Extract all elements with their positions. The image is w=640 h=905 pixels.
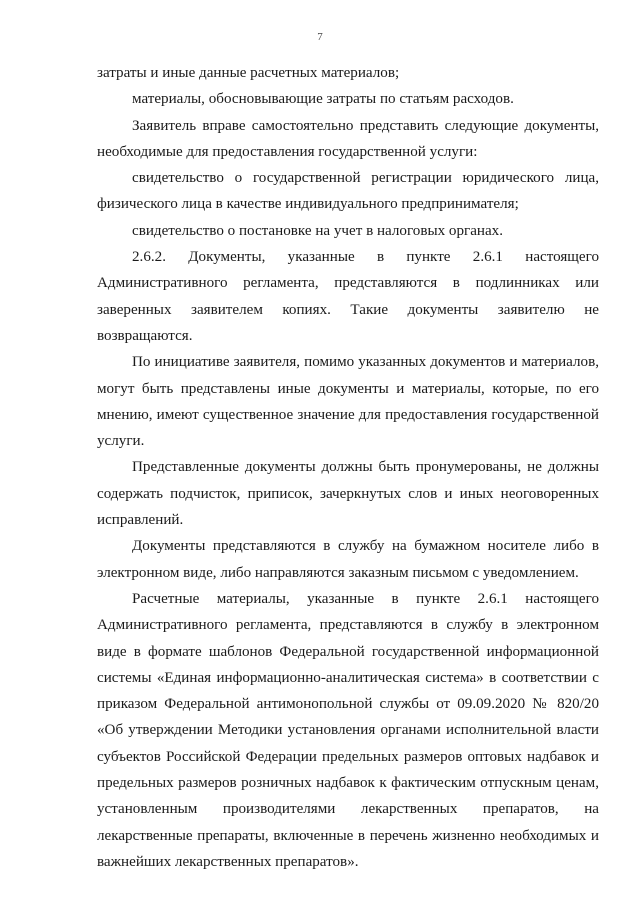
document-body bbox=[97, 60, 599, 875]
paragraph: Расчетные материалы, указанные в пункте 2.6.1 настоящего Административного регламента, представляются в службу в электронном виде в формате шаблонов Федеральной государственной информационной системы «Единая информационно-аналитическая система» в соответствии с приказом Федеральной антимонопольной службы от 09.09.2020 № 820/20 «Об утверждении Методики установления органами исполнительной власти субъектов Российской Федерации предельных размеров оптовых надбавок и предельных размеров розничных надбавок к фактическим отпускным ценам, установленным производителями лекарственных препаратов, на лекарственные препараты, включенные в перечень жизненно необходимых и важнейших лекарственных препаратов». bbox=[97, 590, 599, 870]
paragraph: Заявитель вправе самостоятельно представить следующие документы, необходимые для предоставления государственной услуги: bbox=[97, 117, 599, 160]
paragraph: Представленные документы должны быть пронумерованы, не должны содержать подчисток, приписок, зачеркнутых слов и иных неоговоренных исправлений. bbox=[97, 459, 599, 529]
paragraph: 2.6.2. Документы, указанные в пункте 2.6.1 настоящего Административного регламента, представляются в подлинниках или заверенных заявителем копиях. Такие документы заявителю не возвращаются. bbox=[97, 249, 599, 344]
paragraph: свидетельство о постановке на учет в налоговых органах. bbox=[132, 222, 503, 239]
paragraph: затраты и иные данные расчетных материалов; bbox=[97, 65, 400, 81]
paragraph: материалы, обосновывающие затраты по статьям расходов. bbox=[132, 91, 514, 108]
paragraph: По инициативе заявителя, помимо указанных документов и материалов, могут быть представлены иные документы и материалы, которые, по его мнению, имеют существенное значение для предоставления государственной услуги. bbox=[97, 354, 599, 450]
page-number: 7 bbox=[317, 31, 323, 43]
paragraph: Документы представляются в службу на бумажном носителе либо в электронном виде, либо направляются заказным письмом с уведомлением. bbox=[97, 538, 599, 581]
paragraph: свидетельство о государственной регистрации юридического лица, физического лица в качестве индивидуального предпринимателя; bbox=[97, 170, 599, 213]
